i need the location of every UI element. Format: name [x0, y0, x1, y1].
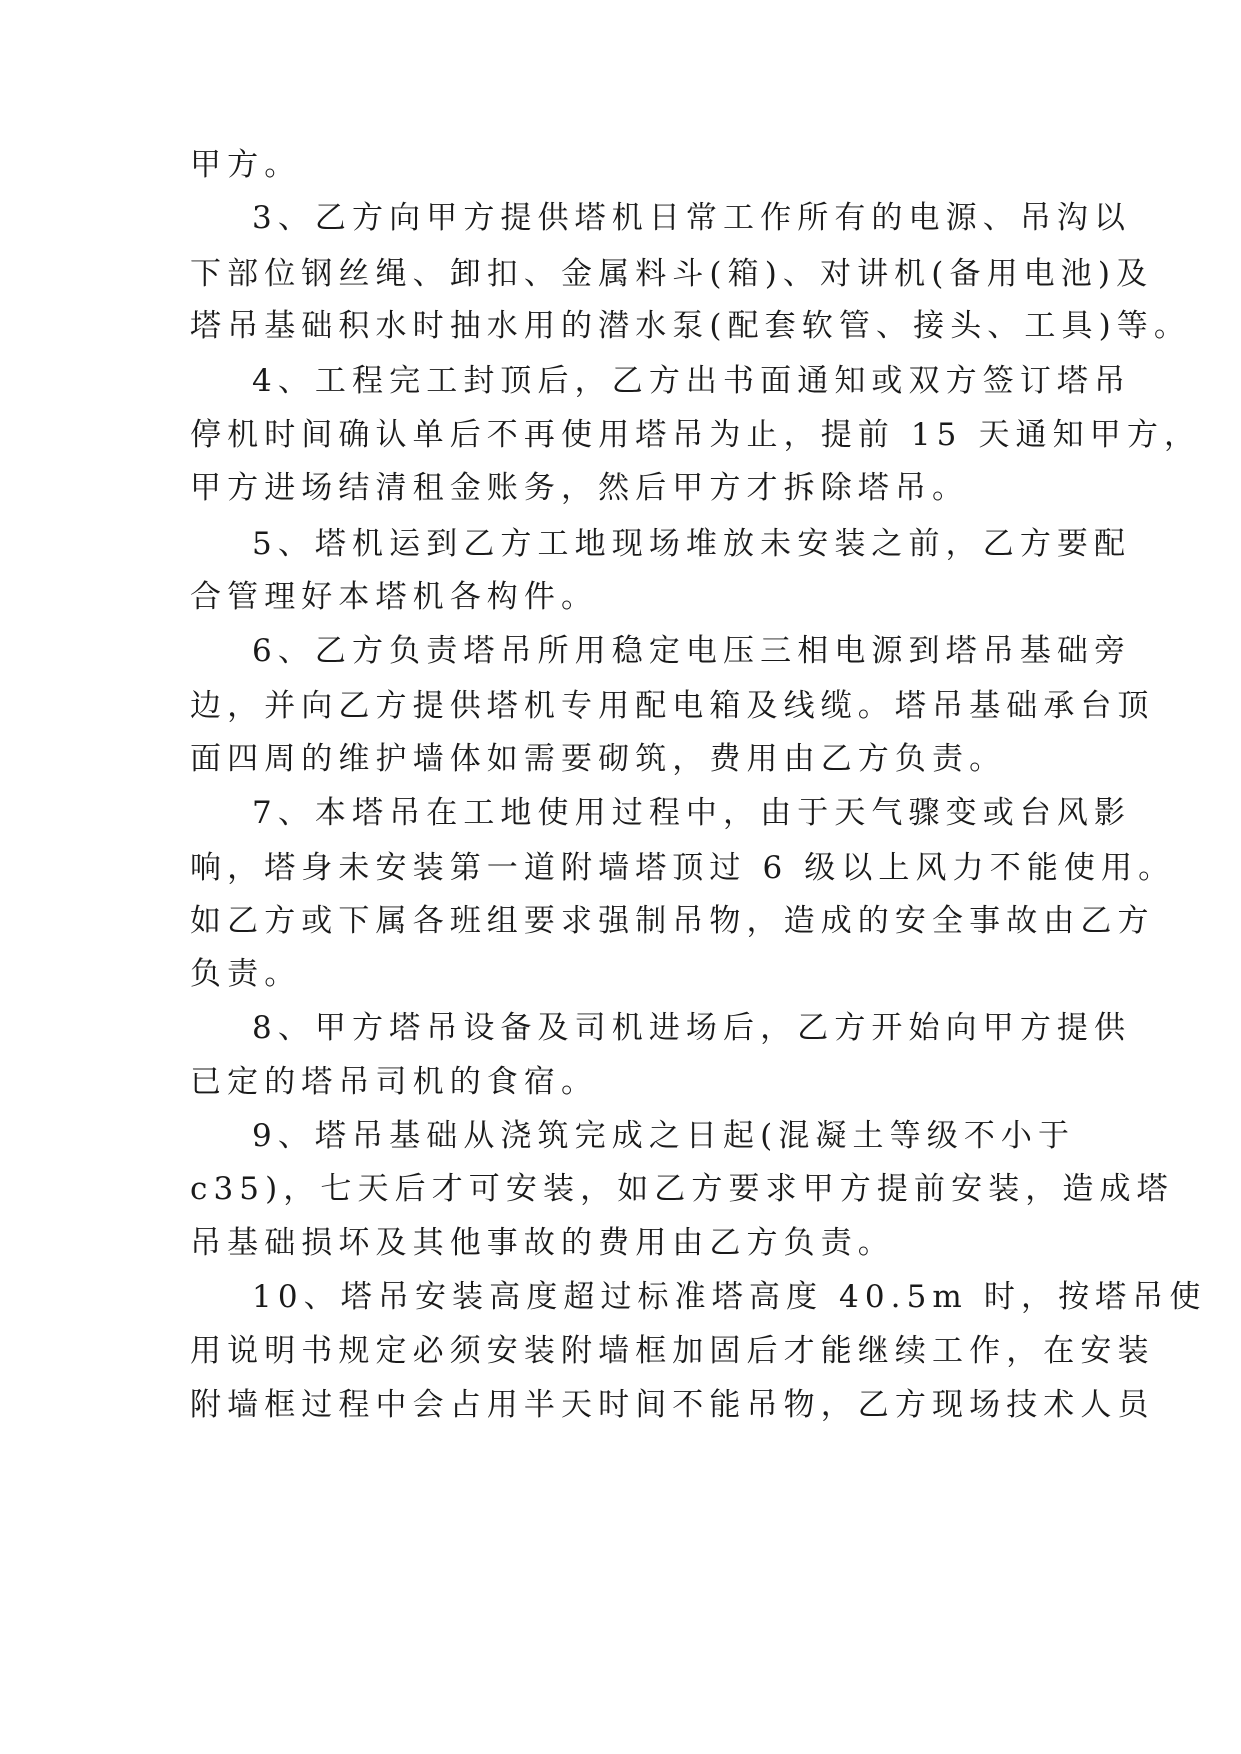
- paragraph-6-line-3: 面四周的维护墙体如需要砌筑，费用由乙方负责。: [190, 741, 1007, 777]
- paragraph-3-line-2: 下部位钢丝绳、卸扣、金属料斗(箱)、对讲机(备用电池)及: [190, 256, 1154, 292]
- paragraph-8-line-2: 已定的塔吊司机的食宿。: [190, 1064, 599, 1100]
- paragraph-7-line-4: 负责。: [190, 956, 302, 992]
- paragraph-5-line-1: 5、塔机运到乙方工地现场堆放未安装之前，乙方要配: [252, 526, 1132, 562]
- paragraph-9-line-2: c35)，七天后才可安装，如乙方要求甲方提前安装，造成塔: [190, 1171, 1174, 1207]
- paragraph-7-line-2: 响，塔身未安装第一道附墙塔顶过 6 级以上风力不能使用。: [190, 850, 1176, 886]
- paragraph-10-line-3: 附墙框过程中会占用半天时间不能吊物，乙方现场技术人员: [190, 1387, 1155, 1423]
- paragraph-3-line-1: 3、乙方向甲方提供塔机日常工作所有的电源、吊沟以: [252, 200, 1132, 236]
- paragraph-5-line-2: 合管理好本塔机各构件。: [190, 579, 599, 615]
- paragraph-7-line-1: 7、本塔吊在工地使用过程中，由于天气骤变或台风影: [252, 795, 1132, 831]
- paragraph-6-line-2: 边，并向乙方提供塔机专用配电箱及线缆。塔吊基础承台顶: [190, 688, 1155, 724]
- paragraph-4-line-1: 4、工程完工封顶后，乙方出书面通知或双方签订塔吊: [252, 363, 1132, 399]
- paragraph-9-line-1: 9、塔吊基础从浇筑完成之日起(混凝土等级不小于: [252, 1118, 1076, 1154]
- paragraph-8-line-1: 8、甲方塔吊设备及司机进场后，乙方开始向甲方提供: [252, 1010, 1132, 1046]
- paragraph-9-line-3: 吊基础损坏及其他事故的费用由乙方负责。: [190, 1225, 895, 1261]
- paragraph-10-line-2: 用说明书规定必须安装附墙框加固后才能继续工作，在安装: [190, 1333, 1155, 1369]
- paragraph-3-line-3: 塔吊基础积水时抽水用的潜水泵(配套软管、接头、工具)等。: [190, 308, 1191, 344]
- text-line: 甲方。: [190, 147, 302, 183]
- paragraph-6-line-1: 6、乙方负责塔吊所用稳定电压三相电源到塔吊基础旁: [252, 633, 1132, 669]
- paragraph-10-line-1: 10、塔吊安装高度超过标准塔高度 40.5m 时，按塔吊使: [252, 1279, 1207, 1315]
- paragraph-4-line-3: 甲方进场结清租金账务，然后甲方才拆除塔吊。: [190, 470, 970, 506]
- paragraph-4-line-2: 停机时间确认单后不再使用塔吊为止，提前 15 天通知甲方，: [190, 417, 1202, 453]
- paragraph-7-line-3: 如乙方或下属各班组要求强制吊物，造成的安全事故由乙方: [190, 903, 1155, 939]
